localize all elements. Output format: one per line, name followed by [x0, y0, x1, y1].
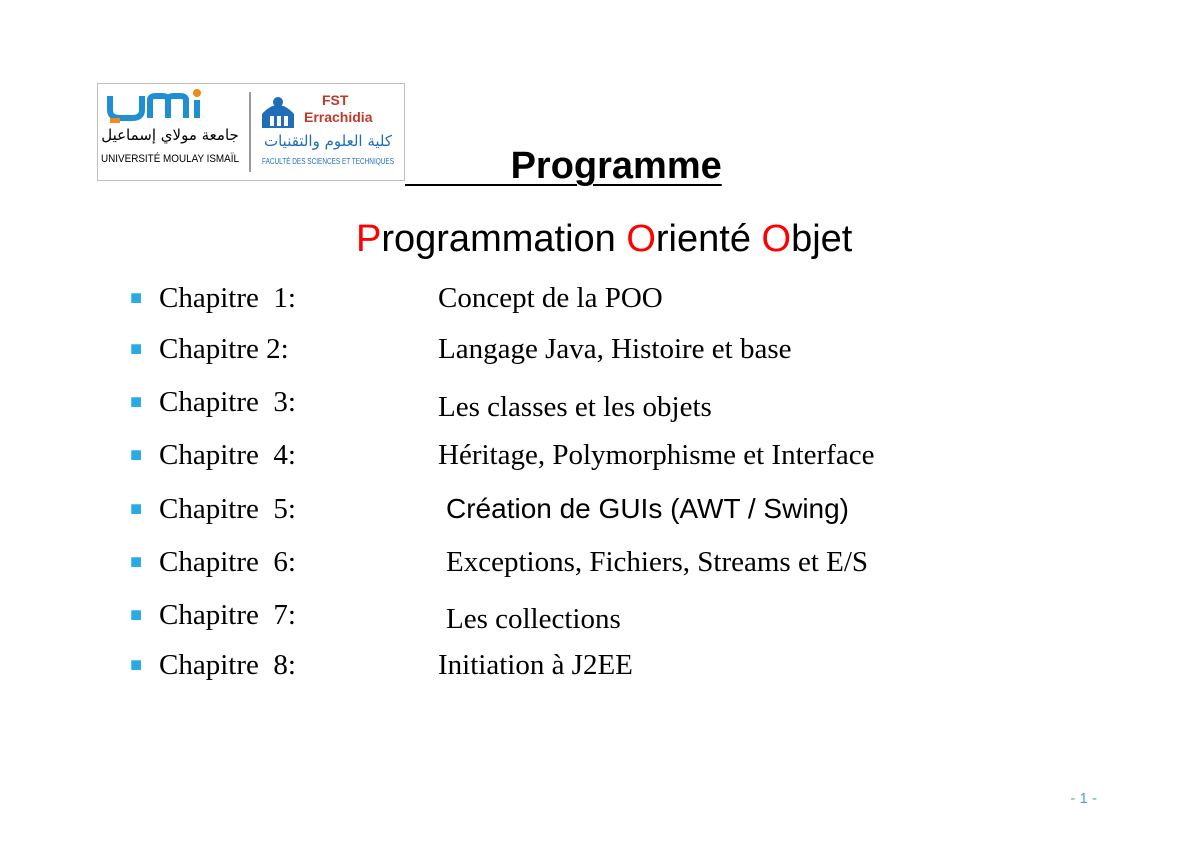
umi-latin-name: UNIVERSITÉ MOULAY ISMAÏL: [101, 153, 255, 165]
page-number: - 1 -: [1070, 790, 1097, 807]
course-title-part-2: rienté: [655, 218, 762, 260]
fst-latin-name: FACULTÉ DES SCIENCES ET TECHNIQUES: [262, 157, 394, 166]
chapter-label: Chapitre 6:: [159, 546, 296, 578]
bullet-icon: ■: [130, 338, 143, 360]
chapter-title: Concept de la POO: [438, 282, 663, 314]
course-title-o1: O: [626, 218, 656, 260]
chapter-title: Les classes et les objets: [438, 391, 712, 423]
course-title-o2: O: [761, 218, 792, 260]
chapter-title: Exceptions, Fichiers, Streams et E/S: [446, 546, 869, 578]
page-heading: Programme: [405, 145, 722, 187]
course-title-part-3: bjet: [791, 218, 853, 260]
chapter-label: Chapitre 2:: [159, 333, 289, 365]
chapter-item: [130, 435, 1030, 475]
chapter-label: Chapitre 8:: [159, 649, 296, 681]
bullet-icon: ■: [130, 551, 143, 573]
chapter-item: [130, 542, 1030, 582]
umi-logo-mark: [110, 89, 201, 123]
bullet-icon: ■: [130, 654, 143, 676]
university-logo: [97, 83, 405, 181]
chapter-item: [130, 645, 1030, 685]
bullet-icon: ■: [130, 391, 143, 413]
chapter-title: Langage Java, Histoire et base: [438, 333, 792, 365]
chapter-title: Les collections: [446, 603, 621, 635]
chapter-label: Chapitre 5:: [159, 493, 296, 525]
chapter-label: Chapitre 1:: [159, 282, 296, 314]
chapter-label: Chapitre 3:: [159, 386, 296, 418]
chapter-title: Création de GUIs (AWT / Swing): [446, 493, 850, 524]
umi-arabic-name: جامعة مولاي إسماعيل: [101, 126, 239, 144]
chapter-title: Héritage, Polymorphisme et Interface: [438, 439, 875, 471]
chapter-title: Initiation à J2EE: [438, 649, 633, 681]
course-title-part-1: rogrammation: [381, 218, 627, 260]
chapter-item: [130, 595, 1030, 635]
fst-arabic-name: كلية العلوم والتقنيات: [263, 132, 393, 150]
chapter-label: Chapitre 7:: [159, 599, 296, 631]
bullet-icon: ■: [130, 287, 143, 309]
bullet-icon: ■: [130, 498, 143, 520]
course-title: [356, 214, 852, 264]
course-title-p: P: [356, 218, 382, 260]
chapter-item: [130, 329, 1030, 369]
bullet-icon: ■: [130, 604, 143, 626]
fst-city-label: Errachidia: [304, 109, 373, 125]
bullet-icon: ■: [130, 444, 143, 466]
chapter-item: [130, 382, 1030, 422]
fst-building-icon: [262, 97, 294, 128]
fst-label: FST: [322, 92, 349, 108]
chapter-item: [130, 278, 1030, 318]
chapter-label: Chapitre 4:: [159, 439, 296, 471]
chapter-item: [130, 489, 1030, 529]
